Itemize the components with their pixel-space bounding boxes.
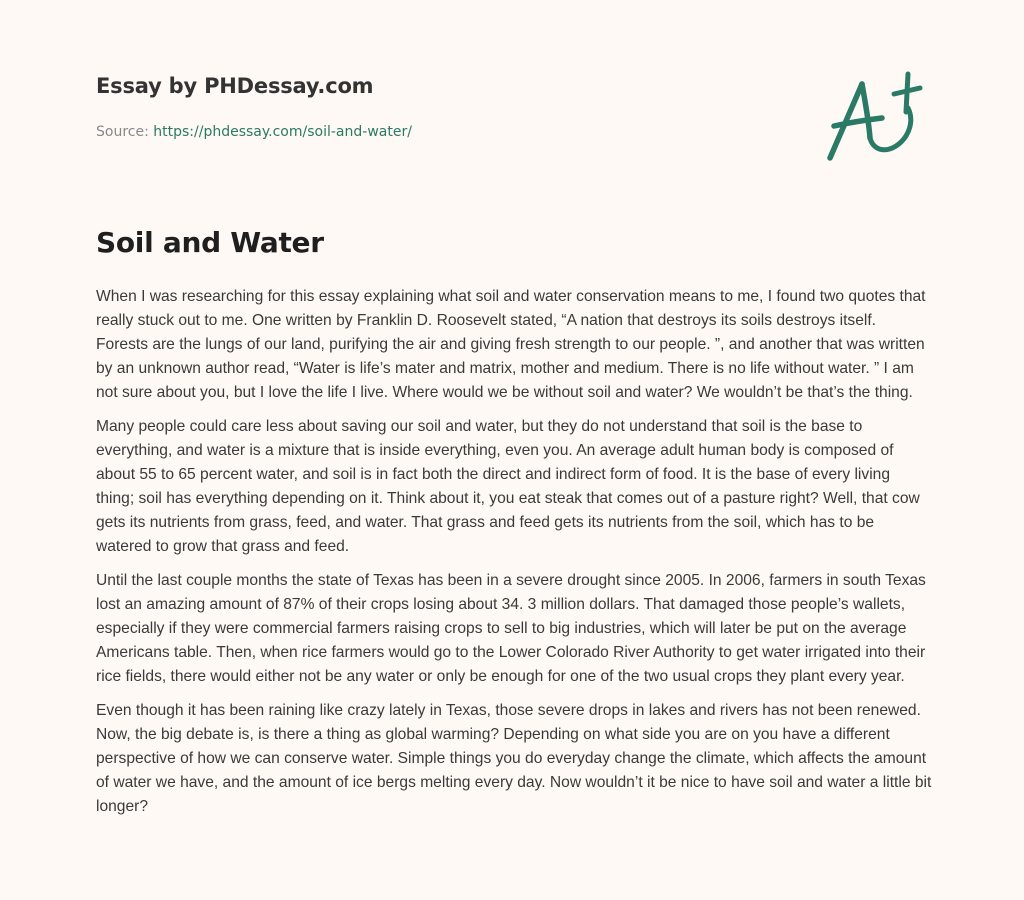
source-line <box>96 124 412 140</box>
a-plus-grade-icon <box>822 66 928 164</box>
brand-title: Essay by PHDessay.com <box>96 74 374 98</box>
essay-body <box>96 285 932 829</box>
source-link[interactable]: https://phdessay.com/soil-and-water/ <box>153 124 412 140</box>
page-header <box>96 74 936 140</box>
essay-title: Soil and Water <box>96 226 324 259</box>
essay-paragraph: Even though it has been raining like crazy lately in Texas, those severe drops in lakes and rivers has not been renewed. Now, the big debate is, is there a thing as global warming? Depending on what side you are on you have a different perspective of how we can conserve water. Simple things you do everyday change the climate, which affects the amount of water we have, and the amount of ice bergs melting every day. Now wouldn’t it be nice to have soil and water a little bit longer? <box>96 702 932 815</box>
essay-paragraph: Until the last couple months the state of Texas has been in a severe drought since 2005. In 2006, farmers in south Texas lost an amazing amount of 87% of their crops losing about 34. 3 million dollars. That damaged those people’s wallets, especially if they were commercial farmers raising crops to sell to big industries, which will later be put on the average Americans table. Then, when rice farmers would go to the Lower Colorado River Authority to get water irrigated into their rice fields, there would either not be any water or only be enough for one of the two usual crops they plant every year. <box>96 572 926 685</box>
essay-paragraph: When I was researching for this essay explaining what soil and water conservation means to me, I found two quotes that really stuck out to me. One written by Franklin D. Roosevelt stated, “A nation that destroys its soils destroys itself. Forests are the lungs of our land, purifying the air and giving fresh strength to our people. ”, and another that was written by an unknown author read, “Water is life’s mater and matrix, mother and medium. There is no life without water. ” I am not sure about you, but I love the life I live. Where would we be without soil and water? We wouldn’t be that’s the thing. <box>96 288 926 401</box>
source-label: Source: <box>96 124 154 140</box>
essay-paragraph: Many people could care less about saving our soil and water, but they do not understand that soil is the base to everything, and water is a mixture that is inside everything, even you. An average adult human body is composed of about 55 to 65 percent water, and soil is in fact both the direct and indirect form of food. It is the base of every living thing; soil has everything depending on it. Think about it, you eat steak that comes out of a pasture right? Well, that cow gets its nutrients from grass, feed, and water. That grass and feed gets its nutrients from the soil, which has to be watered to grow that grass and feed. <box>96 418 920 555</box>
